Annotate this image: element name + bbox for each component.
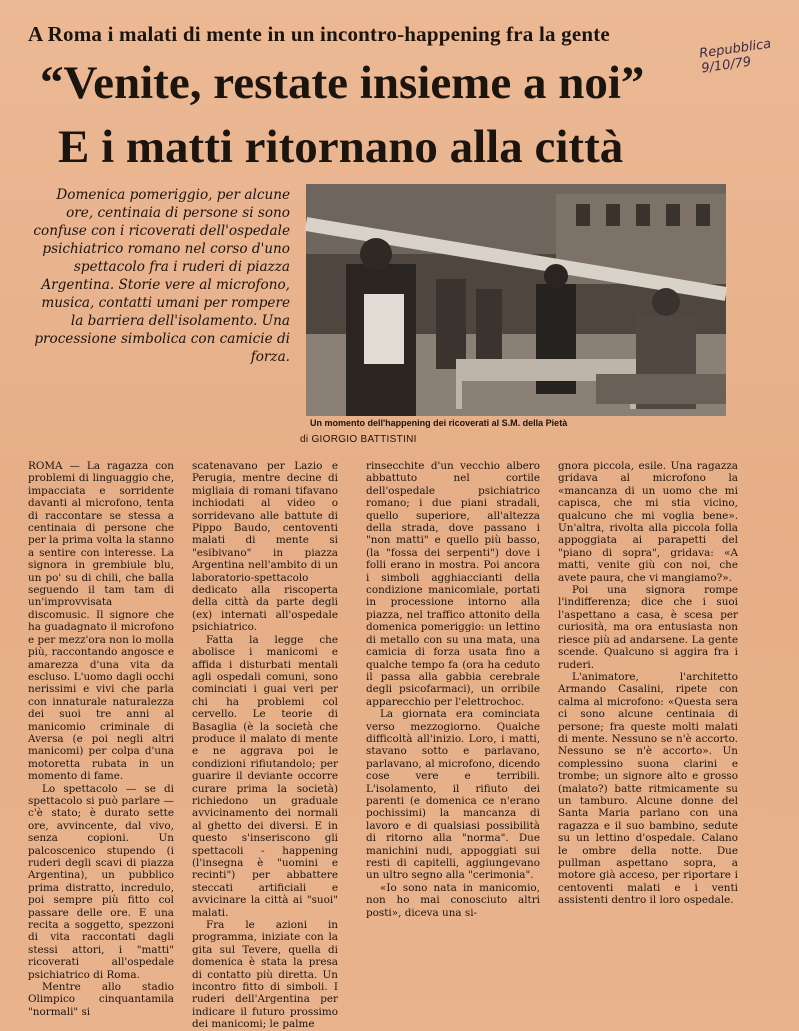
paragraph: Fra le azioni in programma, iniziate con la gita sul Tevere, quella di domenica è stata la presa di contatto più diretta. Un incontro fitto di simboli. I ruderi dell'Argentina per indicare il futuro prossimo dei manicomi; le palme xyxy=(192,919,338,1031)
article-summary: Domenica pomeriggio, per alcune ore, centinaia di persone si sono confuse con i ricoverati dell'ospedale psichiatrico romano nel corso d'uno spettacolo fra i ruderi di piazza Argentina. Storie vere al microfono, musica, contatti umani per rompere la barriera dell'isolamento. Una processione simbolica con camicie di forza. xyxy=(33,187,290,365)
paragraph: Fatta la legge che abolisce i manicomi e affida i disturbati mentali agli ospedali comuni, sono cominciati i guai veri per chi ha problemi col cervello. Le teorie di Basaglia (è la società che produce il malato di mente e ne aggrava poi le condizioni rifiutandolo; per guarire il deviante occorre curare prima la società) richiedono un graduale avvicinamento dei normali al ghetto dei diversi. E in questo s'inseriscono gli spettacoli - happening (l'insegna è "uomini e recinti") per abbattere steccati artificiali e avvicinare la città ai "suoi" malati. xyxy=(192,633,338,919)
paragraph: Mentre allo stadio Olimpico cinquantamila "normali" si xyxy=(28,981,174,1018)
byline: di GIORGIO BATTISTINI xyxy=(300,434,417,445)
paragraph: gnora piccola, esile. Una ragazza gridava al microfono la «mancanza di un uomo che mi capisca, che mi stia vicino, qualcuno che mi voglia bene». Un'altra, rivolta alla piccola folla appoggiata ai parapetti del "piano di sopra", gridava: «A matti, venite giù con noi, che avete paura, che vi mangiamo?». xyxy=(558,460,738,584)
body-column-2 xyxy=(192,460,338,1031)
photo-illustration xyxy=(306,184,726,416)
paragraph: L'animatore, l'architetto Armando Casalini, ripete con calma al microfono: «Questa sera ci sono alcune centinaia di persone; fra queste molti malati di mente. Nessuno se n'è accorto. Nessuno se n'è accorto». Un complessino suona clarini e trombe; un signore alto e grosso (malato?) batte ritmicamente su un tamburo. Alcune donne del Santa Maria parlano con una ragazza e il suo bambino, sedute su un lettino d'ospedale. Calano le ombre della notte. Due pullman aspettano sopra, a motore già acceso, per riportare i centoventi malati e i venti assistenti dentro il loro ospedale. xyxy=(558,670,738,907)
body-column-3 xyxy=(366,460,540,1010)
paragraph: scatenavano per Lazio e Perugia, mentre decine di migliaia di romani tifavano inchiodati al video o sorridevano alle battute di Pippo Baudo, centoventi malati di mente si "esibivano" in piazza Argentina nell'ambito di un laboratorio-spettacolo dedicato alla riscoperta della città da parte degli (ex) internati all'ospedale psichiatrico. xyxy=(192,460,338,634)
handwritten-annotation: Repubblica 9/10/79 xyxy=(698,36,773,77)
body-column-4 xyxy=(558,460,738,1010)
paragraph: rinsecchite d'un vecchio albero abbattuto nel cortile dell'ospedale psichiatrico romano; i due piani stradali, quello superiore, all'altezza della strada, dove passano i "non matti" e quello più basso, (la "fossa dei serpenti") dove i folli erano in mostra. Poi ancora i simboli agghiaccianti della condizione manicomiale, portati in processione intorno alla piazza, nel traffico attonito della domenica pomeriggio: un lettino di metallo con su una mata, una camicia di forza usata fino a qualche tempo fa (ora ha ceduto il passa alla gabbia cerebrale degli psicofarmaci), un orribile apparecchio per l'elettrochoc. xyxy=(366,460,540,708)
paragraph: La giornata era cominciata verso mezzogiorno. Qualche difficoltà all'inizio. Loro, i matti, stavano sotto e parlavano, parlavano, al microfono, dicendo cose vere e terribili. L'isolamento, il rifiuto dei parenti (e domenica ce n'erano pochissimi) la mancanza di lavoro e di qualsiasi possibilità di ritorno alla "norma". Due manichini nudi, appoggiati sui resti di capitelli, aggiungevano un ultro segno alla "cerimonia". xyxy=(366,708,540,882)
photo-caption: Un momento dell'happening dei ricoverati al S.M. della Pietà xyxy=(310,418,568,428)
paragraph: Lo spettacolo — se di spettacolo si può parlare — c'è stato; è durato sette ore, avvincente, dal vivo, senza copioni. Un palcoscenico stupendo (i ruderi degli scavi di piazza Argentina), un pubblico prima distratto, incredulo, poi sempre più fitto col passare delle ore. E una recita a soggetto, spezzoni di vita raccontati dagli stessi attori, i "matti" ricoverati all'ospedale psichiatrico di Roma. xyxy=(28,782,174,981)
headline-line-1: “Venite, restate insieme a noi” xyxy=(40,57,645,109)
body-column-1 xyxy=(28,460,174,1018)
kicker-headline: A Roma i malati di mente in un incontro-happening fra la gente xyxy=(28,22,610,46)
paragraph: Poi una signora rompe l'indifferenza; dice che i suoi l'aspettano a casa, è scesa per curiosità, ma ora entusiasta non riesce più ad andarsene. La gente scende. Qualcuno si aggira fra i ruderi. xyxy=(558,584,738,671)
headline-line-2: E i matti ritornano alla città xyxy=(58,121,624,173)
news-photo xyxy=(306,184,726,416)
paragraph: «Io sono nata in manicomio, non ho mai conosciuto altri posti», diceva una si- xyxy=(366,881,540,919)
paragraph: ROMA — La ragazza con problemi di linguaggio che, impacciata e sorridente davanti al microfono, tenta di raccontare se stessa a centinaia di persone che per la prima volta la stanno a sentire con interesse. La signora in grembiule blu, un po' su di chili, che balla seguendo il tam tam di un'improvvisata discomusic. Il signore che ha guadagnato il microfono e per mezz'ora non lo molla più, raccontando angosce e amarezza d'una vita da escluso. L'uomo dagli occhi nerissimi e vivi che parla con innaturale naturalezza dei suoi tre anni al manicomio criminale di Aversa (e poi negli altri manicomi) per colpa d'una motoretta rubata in un momento di fame. xyxy=(28,460,174,783)
